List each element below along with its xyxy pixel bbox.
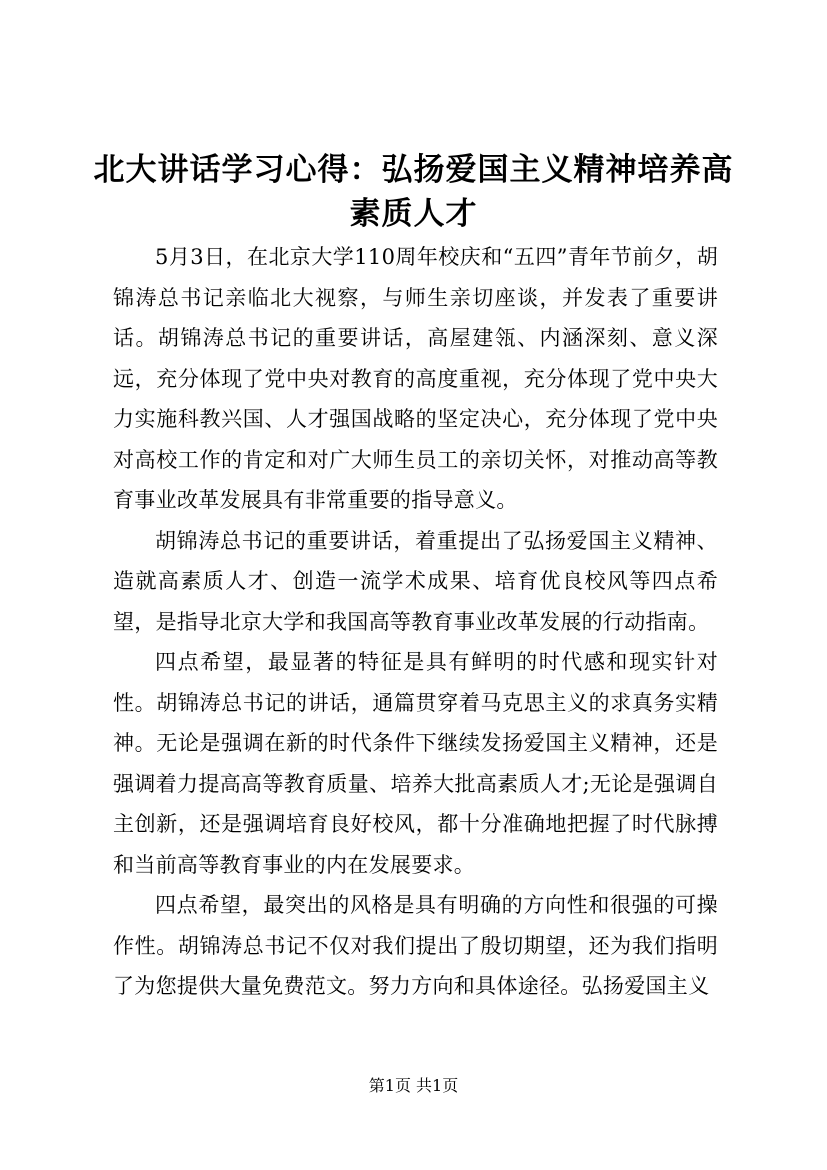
paragraph-2: 胡锦涛总书记的重要讲话，着重提出了弘扬爱国主义精神、造就高素质人才、创造一流学术成果、培育优良校风等四点希望，是指导北京大学和我国高等教育事业改革发展的行动指南。 — [113, 528, 718, 634]
paragraph-3: 四点希望，最显著的特征是具有鲜明的时代感和现实针对性。胡锦涛总书记的讲话，通篇贯穿着马克思主义的求真务实精神。无论是强调在新的时代条件下继续发扬爱国主义精神，还是强调着力提高高等教育质量、培养大批高素质人才;无论是强调自主创新，还是强调培育良好校风，都十分准确地把握了时代脉搏和当前高等教育事业的内在发展要求。 — [113, 650, 718, 877]
document-title: 北大讲话学习心得：弘扬爱国主义精神培养高素质人才 — [93, 152, 734, 232]
paragraph-1: 5月3日，在北京大学110周年校庆和“五四”青年节前夕，胡锦涛总书记亲临北大视察，与师生亲切座谈，并发表了重要讲话。胡锦涛总书记的重要讲话，高屋建瓴、内涵深刻、意义深远，充分体现了党中央对教育的高度重视，充分体现了党中央大力实施科教兴国、人才强国战略的坚定决心，充分体现了党中央对高校工作的肯定和对广大师生员工的亲切关怀，对推动高等教育事业改革发展具有非常重要的指导意义。 — [113, 245, 718, 512]
page-footer: 第1页 共1页 — [368, 1076, 459, 1095]
document-body — [113, 237, 718, 1007]
paragraph-4: 四点希望，最突出的风格是具有明确的方向性和很强的可操作性。胡锦涛总书记不仅对我们提出了殷切期望，还为我们指明了为您提供大量免费范文。努力方向和具体途径。弘扬爱国主义 — [113, 893, 718, 998]
